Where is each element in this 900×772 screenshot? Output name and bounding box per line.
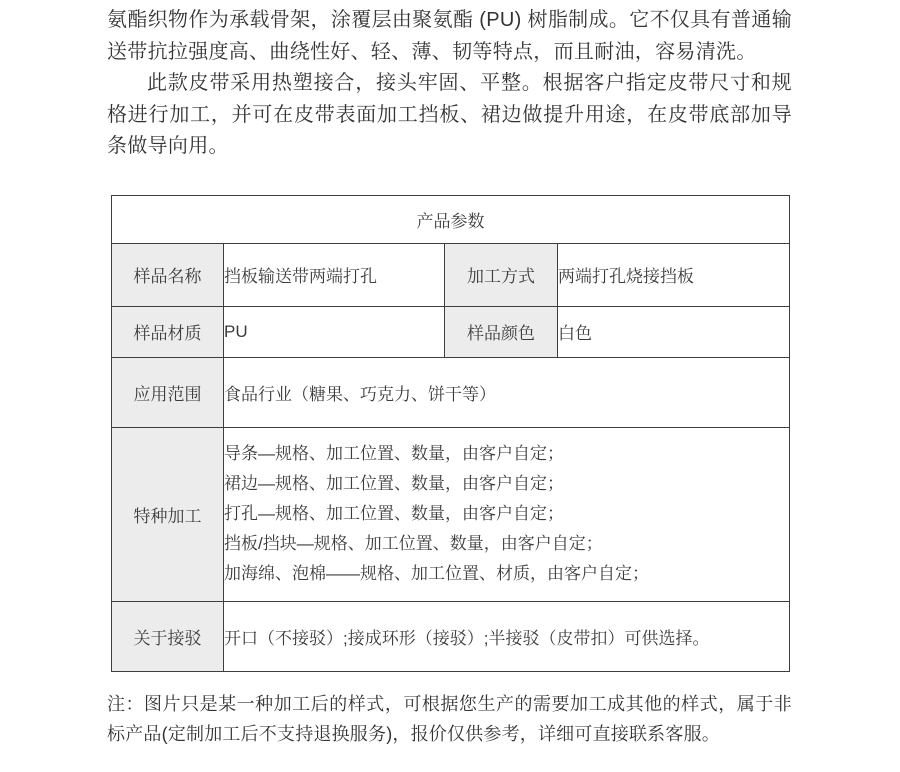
special-processing-line-3: 打孔—规格、加工位置、数量，由客户自定； bbox=[224, 504, 564, 523]
intro-paragraph-2: 此款皮带采用热塑接合，接头牢固、平整。根据客户指定皮带尺寸和规格进行加工，并可在皮带表面加工挡板、裙边做提升用途，在皮带底部加导条做导向用。 bbox=[107, 72, 792, 157]
table-title-row bbox=[112, 195, 790, 243]
sample-color-label: 样品颜色 bbox=[445, 306, 558, 357]
footnote: 注：图片只是某一种加工后的样式，可根据您生产的需要加工成其他的样式，属于非标产品(定制加工后不支持退换服务)，报价仅供参考，详细可直接联系客服。 bbox=[107, 693, 792, 744]
process-method-value: 两端打孔烧接挡板 bbox=[558, 243, 790, 306]
intro-paragraph-1: 氨酯织物作为承载骨架，涂覆层由聚氨酯 (PU) 树脂制成。它不仅具有普通输送带抗拉强度高、曲绕性好、轻、薄、韧等特点，而且耐油，容易清洗。 bbox=[107, 9, 792, 63]
sample-name-value: 挡板输送带两端打孔 bbox=[224, 243, 445, 306]
param-row-splicing bbox=[112, 601, 790, 671]
splicing-value: 开口（不接驳）;接成环形（接驳）;半接驳（皮带扣）可供选择。 bbox=[224, 601, 790, 671]
param-row-application bbox=[112, 357, 790, 427]
sample-name-label: 样品名称 bbox=[112, 243, 224, 306]
process-method-label: 加工方式 bbox=[445, 243, 558, 306]
intro-text-block bbox=[107, 5, 792, 163]
special-processing-line-4: 挡板/挡块—规格、加工位置、数量，由客户自定； bbox=[224, 534, 603, 553]
product-parameters-table bbox=[111, 195, 790, 672]
table-title: 产品参数 bbox=[112, 195, 790, 243]
application-value: 食品行业（糖果、巧克力、饼干等） bbox=[224, 357, 790, 427]
special-processing-line-1: 导条—规格、加工位置、数量，由客户自定； bbox=[224, 444, 564, 463]
special-processing-line-5: 加海绵、泡棉——规格、加工位置、材质，由客户自定； bbox=[224, 564, 649, 583]
sample-material-value: PU bbox=[224, 306, 445, 357]
special-processing-label: 特种加工 bbox=[112, 427, 224, 601]
application-label: 应用范围 bbox=[112, 357, 224, 427]
param-row-material-color bbox=[112, 306, 790, 357]
splicing-label: 关于接驳 bbox=[112, 601, 224, 671]
param-row-name-method bbox=[112, 243, 790, 306]
special-processing-line-2: 裙边—规格、加工位置、数量，由客户自定； bbox=[224, 474, 564, 493]
param-row-special-processing bbox=[112, 427, 790, 601]
sample-color-value: 白色 bbox=[558, 306, 790, 357]
sample-material-label: 样品材质 bbox=[112, 306, 224, 357]
special-processing-value bbox=[224, 427, 790, 601]
